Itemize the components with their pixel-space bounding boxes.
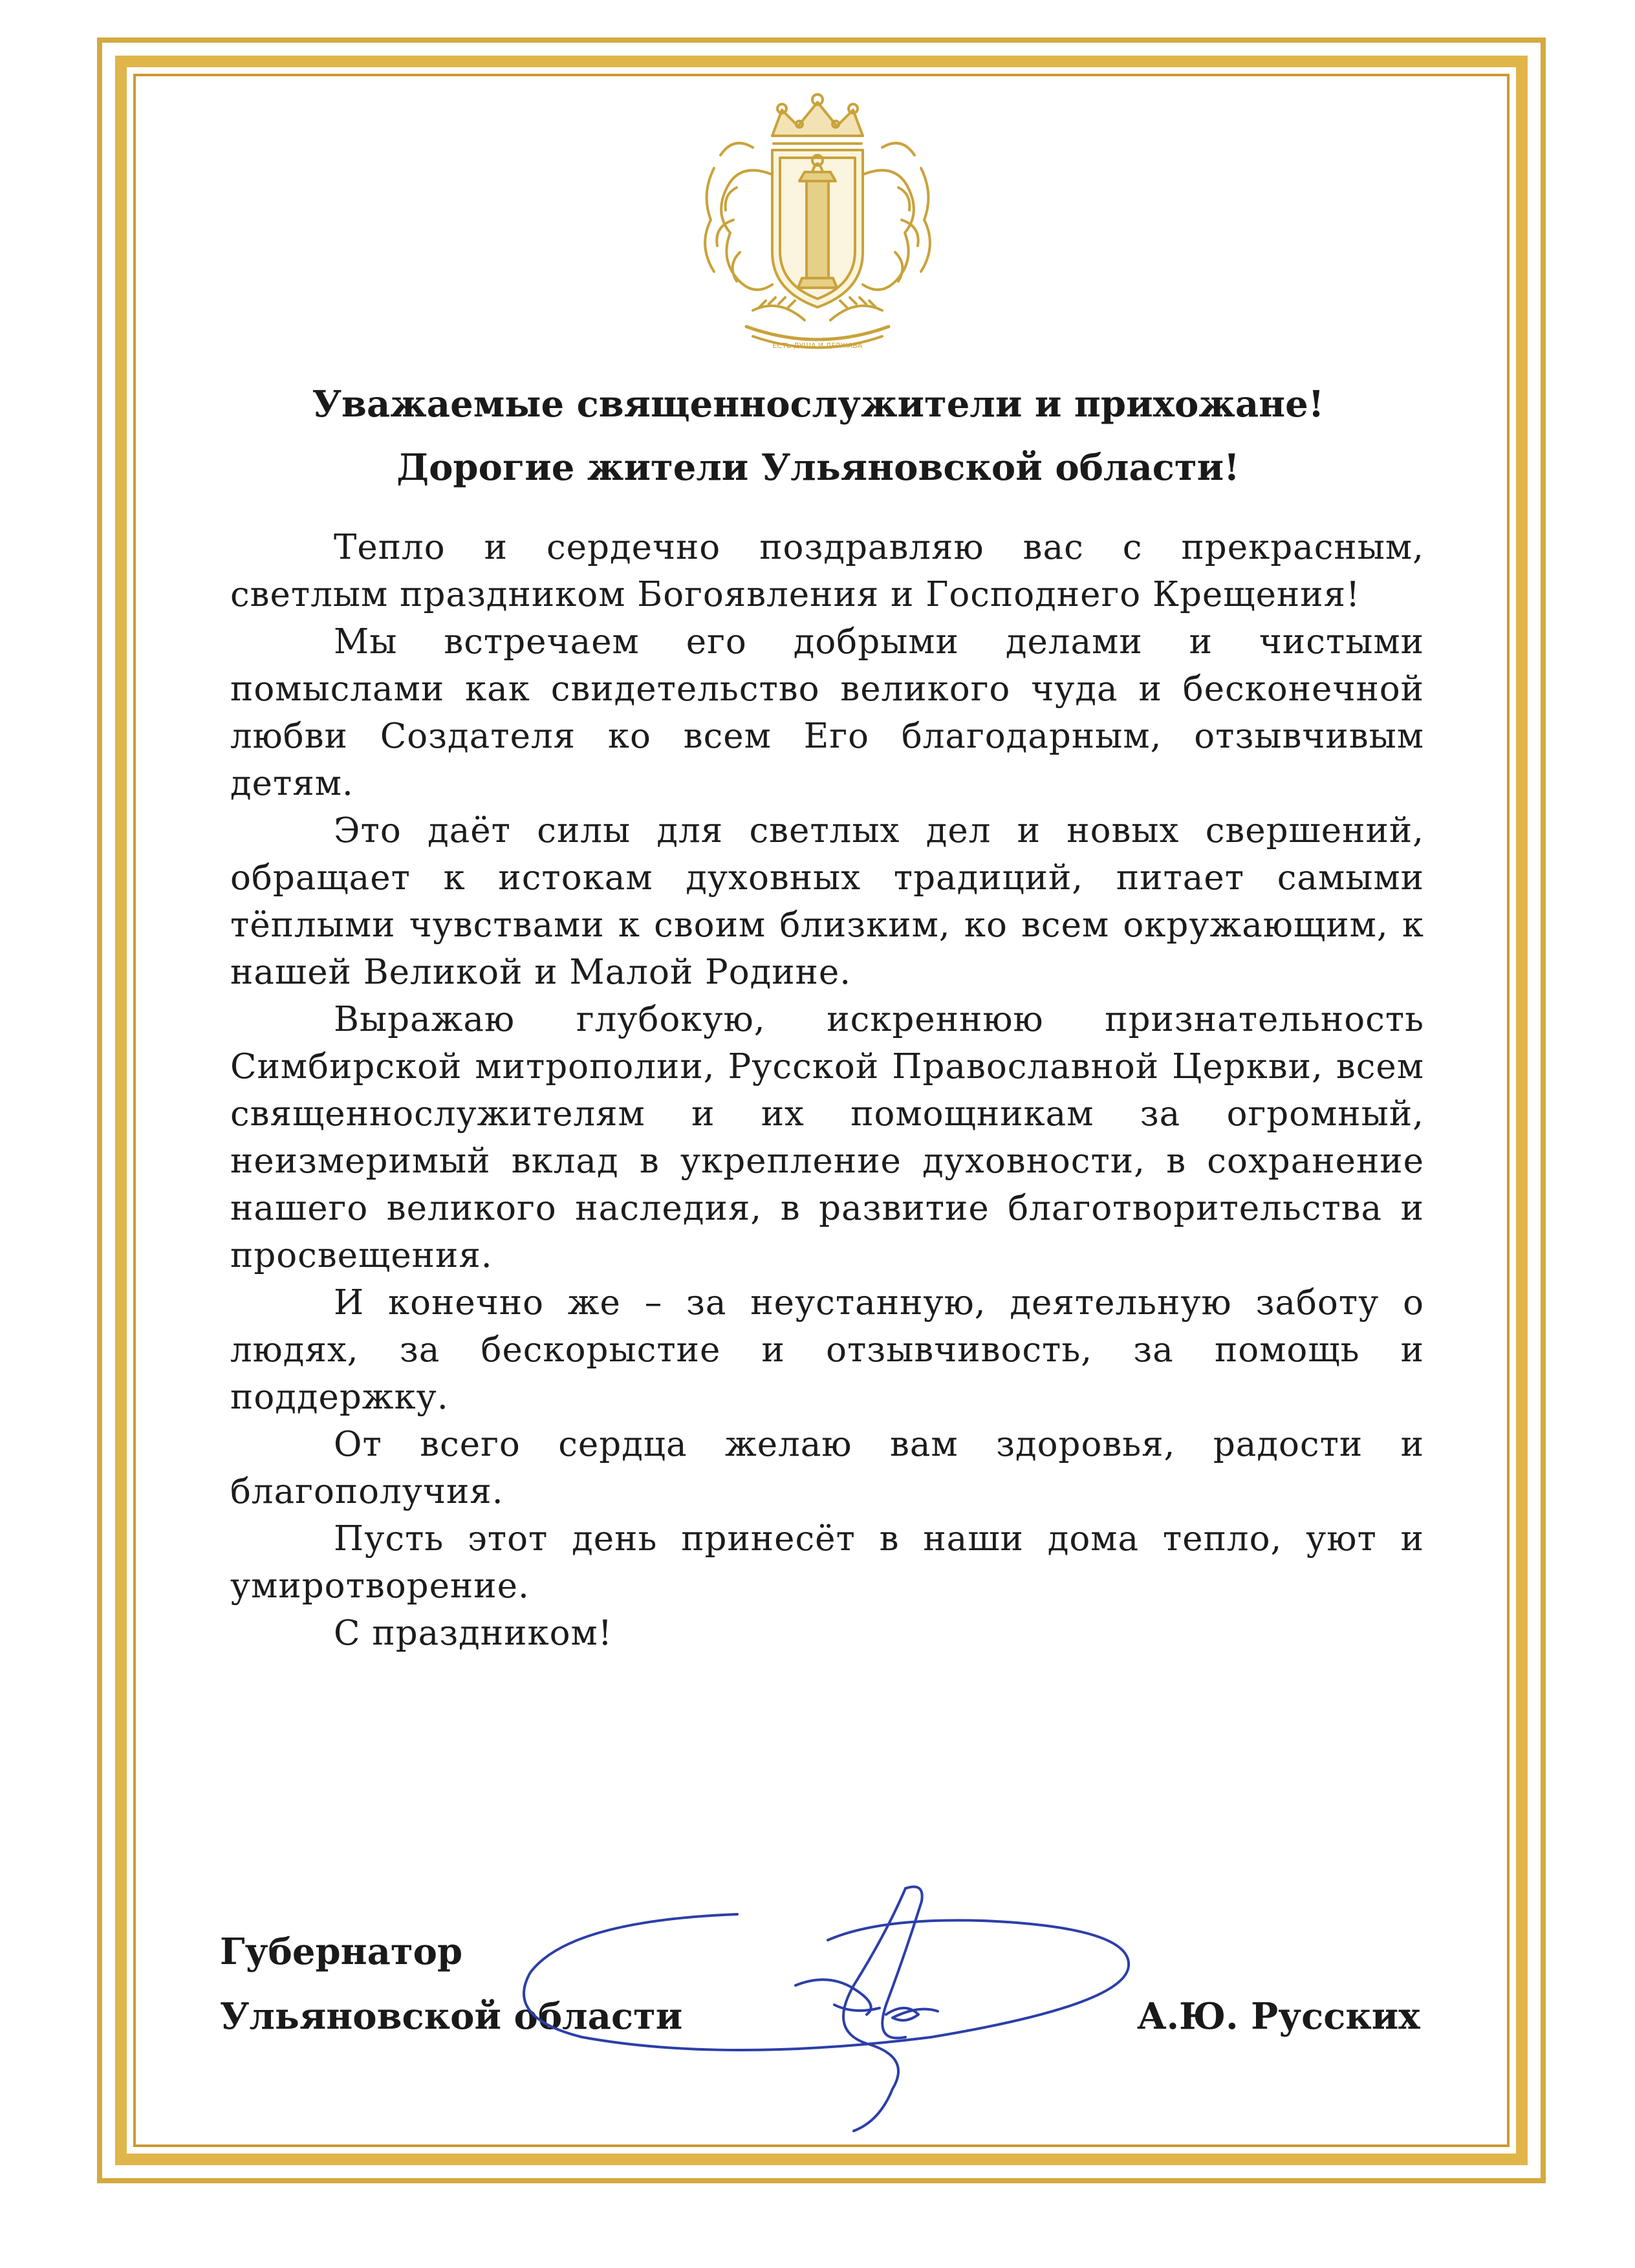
signatory-name: А.Ю. Русских <box>1137 1995 1420 2038</box>
signature-title-line-1: Губернатор <box>220 1930 463 1973</box>
handwritten-signature-icon <box>492 1875 1151 2147</box>
paragraph: И конечно же – за неустанную, деятельную заботу о людях, за бескорыстие и отзывчивость, за помощь и поддержку. <box>230 1283 1424 1417</box>
paragraph: Мы встречаем его добрыми делами и чистыми помыслами как свидетельство великого чуда и бесконечной любви Создателя ко всем Его благодарным, отзывчивым детям. <box>230 622 1424 803</box>
paragraph: С праздником! <box>334 1614 612 1653</box>
paragraph: Выражаю глубокую, искреннюю признательность Симбирской митрополии, Русской Православной Церкви, всем священнослужителям и их помощникам за огромный, неизмеримый вклад в укрепление духовности, в сохранение нашего великого наследия, в развитие благотворительства и просвещения. <box>230 1000 1424 1275</box>
paragraph: Тепло и сердечно поздравляю вас с прекрасным, светлым праздником Богоявления и Господнего Крещения! <box>230 528 1424 614</box>
signature-title-line-2: Ульяновской области <box>220 1995 683 2038</box>
coat-of-arms-icon <box>675 91 960 362</box>
salutation-line-2: Дорогие жители Ульяновской области! <box>396 446 1240 489</box>
paragraph: Это даёт силы для светлых дел и новых свершений, обращает к истокам духовных традиций, питает самыми тёплыми чувствами к своим близким, ко всем окружающим, к нашей Великой и Малой Родине. <box>230 811 1424 992</box>
paragraph: От всего сердца желаю вам здоровья, радости и благополучия. <box>230 1425 1424 1511</box>
salutation-line-1: Уважаемые священнослужители и прихожане! <box>312 383 1325 426</box>
letter-body <box>230 524 1424 1657</box>
paragraph: Пусть этот день принесёт в наши дома тепло, уют и умиротворение. <box>230 1519 1424 1606</box>
emblem-motto: ЕСТЬ ДУША И ДЕРЖАВА <box>772 341 863 350</box>
